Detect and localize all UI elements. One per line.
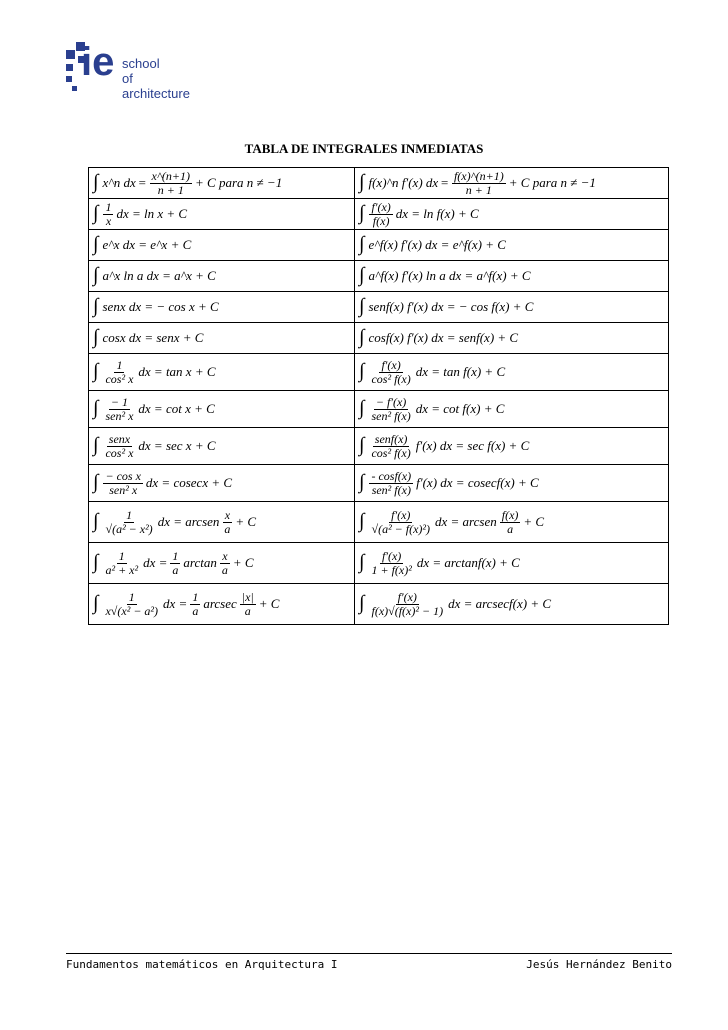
integrand: cosx dx = senx + C	[102, 330, 204, 345]
integral-sign: ∫	[359, 359, 365, 382]
cell-basic	[89, 230, 355, 261]
cell-basic	[89, 391, 355, 428]
fraction: $\frac{1}{x}$	[105, 199, 112, 228]
fraction: $\frac{1}{\text{a² + x²}}$	[105, 548, 139, 577]
formula-text: dx = arcsen	[157, 514, 220, 529]
integral-sign: ∫	[93, 170, 99, 193]
logo-line1: school	[122, 56, 160, 71]
table-row	[89, 354, 669, 391]
cell-basic	[89, 584, 355, 625]
integrand: x^n dx	[102, 175, 136, 190]
cell-basic	[89, 261, 355, 292]
formula-result: + C	[258, 596, 280, 611]
fraction: $\frac{\text{senx}}{\text{cos² x}}$	[105, 431, 134, 460]
fraction: $\frac{f(x)}{a}$	[501, 507, 519, 536]
formula-result: dx = tan f(x) + C	[415, 364, 506, 379]
cell-composite	[355, 465, 669, 502]
formula-result: + C para n ≠ −1	[508, 175, 596, 190]
fraction: $\frac{1}{\text{x√(x² − a²)}}$	[105, 589, 159, 618]
cell-composite	[355, 354, 669, 391]
integral-sign: ∫	[359, 550, 365, 573]
table-row	[89, 584, 669, 625]
integral-sign: ∫	[359, 170, 365, 193]
integral-sign: ∫	[93, 550, 99, 573]
table-row	[89, 323, 669, 354]
integral-sign: ∫	[93, 263, 99, 286]
formula-result: dx = ln f(x) + C	[395, 206, 479, 221]
integrand: a^x ln a dx = a^x + C	[102, 268, 216, 283]
integral-sign: ∫	[93, 359, 99, 382]
formula-basic	[93, 327, 204, 350]
cell-basic	[89, 465, 355, 502]
integral-sign: ∫	[359, 201, 365, 224]
integral-sign: ∫	[359, 591, 365, 614]
fraction: $\frac{f'(x)}{\text{1 + f(x)²}}$	[371, 548, 412, 577]
formula-result: dx = cosecx + C	[145, 475, 233, 490]
formula-composite	[359, 327, 519, 350]
formula-basic	[93, 433, 217, 460]
fraction: $\frac{- \cos f(x)}{\text{sen² f(x)}}$	[371, 468, 412, 497]
integral-sign: ∫	[93, 433, 99, 456]
formula-composite	[359, 265, 532, 288]
fraction: $\frac{f(x)\^{}(n+1)}{n + 1}$	[453, 168, 504, 197]
fraction: $\frac{|x|}{a}$	[241, 589, 254, 618]
integrand: cosf(x) f′(x) dx = senf(x) + C	[368, 330, 519, 345]
integrand: a^f(x) f′(x) ln a dx = a^f(x) + C	[368, 268, 531, 283]
fraction: $\frac{x}{a}$	[221, 548, 228, 577]
integrand: f(x)^n f′(x) dx	[368, 175, 439, 190]
table-row	[89, 502, 669, 543]
cell-basic	[89, 502, 355, 543]
fraction: $\frac{1}{\text{cos² x}}$	[105, 357, 134, 386]
table-row	[89, 543, 669, 584]
formula-basic	[93, 396, 216, 423]
fraction: $\frac{f'(x)}{\text{√(a² − f(x)²)}}$	[371, 507, 431, 536]
fraction: $\frac{- f'(x)}{\text{sen² f(x)}}$	[371, 394, 411, 423]
formula-basic	[93, 550, 255, 577]
cell-basic	[89, 354, 355, 391]
integrand: senf(x) f′(x) dx = − cos f(x) + C	[368, 299, 534, 314]
formula-basic	[93, 234, 192, 257]
cell-basic	[89, 168, 355, 199]
formula-text: arcsec	[203, 596, 237, 611]
formula-composite	[359, 433, 530, 460]
formula-result: f′(x) dx = cosecf(x) + C	[416, 475, 539, 490]
formula-result: dx = ln x + C	[116, 206, 188, 221]
integral-sign: ∫	[93, 396, 99, 419]
fraction: $\frac{\text{senf(x)}}{\text{cos² f(x)}}$	[371, 431, 411, 460]
fraction: $\frac{\text{− cos x}}{\text{sen² x}}$	[105, 468, 141, 497]
integral-sign: ∫	[359, 396, 365, 419]
formula-text: dx =	[163, 596, 188, 611]
cell-composite	[355, 168, 669, 199]
formula-text: dx = arcsen	[435, 514, 497, 529]
table-row	[89, 168, 669, 199]
integral-sign: ∫	[93, 470, 99, 493]
integrand: e^x dx = e^x + C	[102, 237, 192, 252]
formula-composite	[359, 201, 480, 228]
integrals-table	[88, 167, 669, 625]
formula-composite	[359, 591, 552, 618]
integrand: e^f(x) f′(x) dx = e^f(x) + C	[368, 237, 506, 252]
integral-sign: ∫	[93, 325, 99, 348]
table-row	[89, 292, 669, 323]
table-row	[89, 199, 669, 230]
formula-result: + C	[232, 555, 254, 570]
formula-basic: ∫ x^n dx = $\frac{x\^{}(n+1)}{n + 1}$ + C para n ≠ −1	[93, 168, 283, 197]
formula-result: + C	[523, 514, 545, 529]
integral-sign: ∫	[359, 232, 365, 255]
formula-basic	[93, 296, 220, 319]
cell-basic	[89, 428, 355, 465]
integral-sign: ∫	[93, 294, 99, 317]
formula-composite	[359, 359, 506, 386]
logo-line2: of architecture	[122, 71, 190, 101]
formula-basic	[93, 591, 280, 618]
fraction: $\frac{1}{a}$	[192, 589, 199, 618]
integrand: senx dx = − cos x + C	[102, 299, 219, 314]
fraction: $\frac{x}{a}$	[224, 507, 231, 536]
fraction: $\frac{1}{a}$	[172, 548, 179, 577]
formula-result: + C para n ≠ −1	[195, 175, 283, 190]
integral-sign: ∫	[93, 201, 99, 224]
formula-basic	[93, 359, 217, 386]
fraction: $\frac{1}{\text{√(a² − x²)}}$	[105, 507, 153, 536]
cell-composite	[355, 428, 669, 465]
integral-sign: ∫	[359, 433, 365, 456]
fraction: $\frac{f'(x)}{\text{cos² f(x)}}$	[371, 357, 411, 386]
integral-sign: ∫	[93, 591, 99, 614]
cell-composite	[355, 543, 669, 584]
table-row	[89, 230, 669, 261]
formula-result: dx = cot f(x) + C	[415, 401, 505, 416]
table-row	[89, 428, 669, 465]
integral-sign: ∫	[359, 263, 365, 286]
page-footer	[66, 953, 672, 971]
integral-sign: ∫	[359, 470, 365, 493]
formula-composite	[359, 509, 545, 536]
formula-text: dx =	[143, 555, 168, 570]
fraction: $\frac{- 1}{\text{sen² x}}$	[105, 394, 134, 423]
fraction: $\frac{x\^{}(n+1)}{n + 1}$	[151, 168, 191, 197]
cell-composite	[355, 584, 669, 625]
cell-composite	[355, 323, 669, 354]
formula-result: dx = arctanf(x) + C	[416, 555, 520, 570]
cell-composite	[355, 230, 669, 261]
formula-composite	[359, 234, 507, 257]
table-row	[89, 391, 669, 428]
fraction: $\frac{f'(x)}{f(x)}$	[371, 199, 391, 228]
formula-result: dx = tan x + C	[138, 364, 216, 379]
formula-result: + C	[235, 514, 257, 529]
cell-composite	[355, 199, 669, 230]
formula-result: dx = cot x + C	[138, 401, 215, 416]
fraction: $\frac{f'(x)}{\text{f(x)√(f(x)² − 1)}}$	[371, 589, 444, 618]
cell-composite	[355, 391, 669, 428]
formula-result: dx = sec x + C	[138, 438, 216, 453]
cell-basic	[89, 543, 355, 584]
table-row	[89, 261, 669, 292]
footer-author: Jesús Hernández Benito	[526, 958, 672, 971]
cell-composite	[355, 261, 669, 292]
integral-sign: ∫	[359, 294, 365, 317]
formula-composite	[359, 550, 521, 577]
formula-composite	[359, 470, 540, 497]
integral-sign: ∫	[93, 232, 99, 255]
logo-mark: ie	[81, 40, 115, 84]
formula-basic	[93, 470, 233, 497]
formula-text: arctan	[183, 555, 217, 570]
formula-composite	[359, 396, 505, 423]
footer-course: Fundamentos matemáticos en Arquitectura I	[66, 958, 338, 971]
formula-basic	[93, 265, 217, 288]
page-title: TABLA DE INTEGRALES INMEDIATAS	[244, 141, 484, 156]
table-row	[89, 465, 669, 502]
formula-composite: ∫ f(x)^n f′(x) dx = $\frac{f(x)\^{}(n+1)}{n + 1}$ + C para n ≠ −1	[359, 168, 596, 197]
integral-sign: ∫	[359, 325, 365, 348]
formula-basic	[93, 509, 257, 536]
cell-basic	[89, 199, 355, 230]
formula-result: dx = arcsecf(x) + C	[448, 596, 552, 611]
cell-composite	[355, 292, 669, 323]
integral-sign: ∫	[359, 509, 365, 532]
integral-sign: ∫	[93, 509, 99, 532]
formula-basic	[93, 201, 188, 228]
cell-basic	[89, 323, 355, 354]
cell-composite	[355, 502, 669, 543]
formula-composite	[359, 296, 534, 319]
cell-basic	[89, 292, 355, 323]
formula-result: f′(x) dx = sec f(x) + C	[415, 438, 530, 453]
